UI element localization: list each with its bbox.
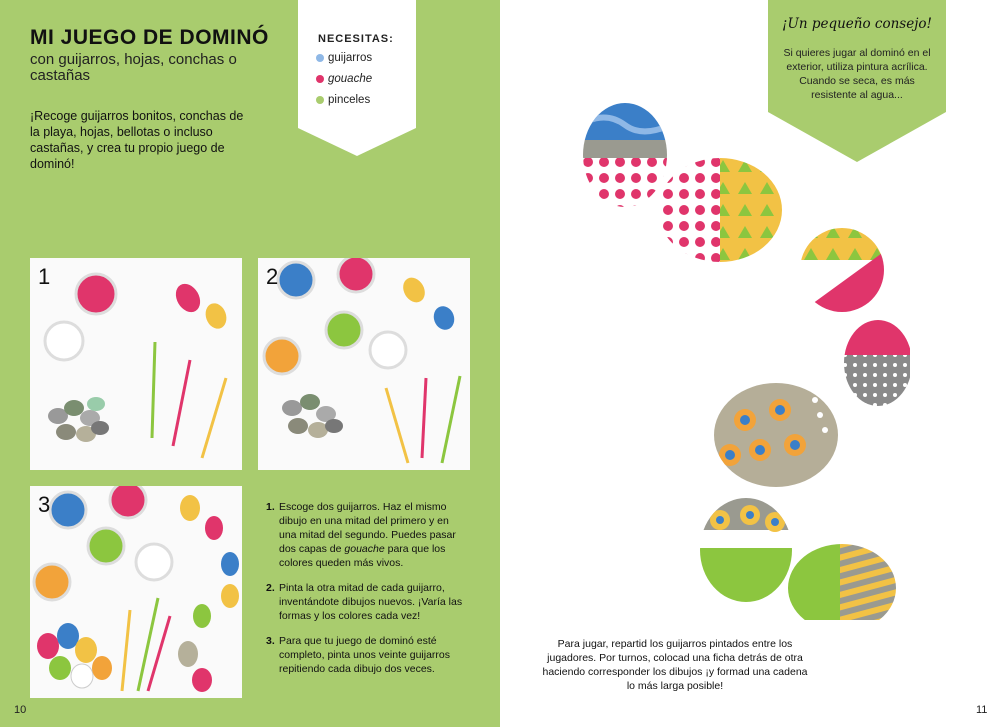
needs-title: NECESITAS: [318, 33, 394, 45]
step-text [279, 500, 466, 570]
blue-dot-icon [316, 54, 324, 62]
step-photo-2 [258, 258, 470, 470]
page-subtitle: con guijarros, hojas, conchas o castañas [30, 51, 237, 84]
steps-list [266, 500, 466, 687]
step-photo-2-illustration [258, 258, 470, 470]
step-text-emphasis: gouache [344, 543, 385, 555]
step-text-part: para que los colores queden más vivos. [279, 543, 446, 569]
domino-pebbles-illustration [580, 90, 910, 620]
needs-box [298, 0, 416, 156]
step-item [266, 634, 466, 676]
step-photo-number: 2 [266, 264, 279, 289]
play-instructions: Para jugar, repartid los guijarros pintados entre los jugadores. Por turnos, colocad una ficha detrás de otra haciendo corresponder los dibujos ¡y formad una cadena lo más larga posible! [542, 638, 808, 692]
step-photo-3 [30, 486, 242, 698]
needs-item-label: guijarros [328, 52, 373, 64]
right-page [500, 0, 1000, 727]
needs-item-pebbles [316, 52, 372, 64]
step-photo-3-illustration [30, 486, 242, 698]
step-item [266, 581, 466, 623]
step-number: 3. [266, 635, 275, 647]
tip-title: ¡Un pequeño consejo! [782, 16, 932, 32]
needs-item-gouache [316, 73, 372, 85]
step-photo-number: 3 [38, 492, 51, 517]
step-photo-1-illustration [30, 258, 242, 470]
step-photo-1 [30, 258, 242, 470]
green-dot-icon [316, 96, 324, 104]
needs-item-label: gouache [328, 73, 373, 85]
needs-item-brushes [316, 94, 370, 106]
step-number: 2. [266, 582, 275, 594]
pink-dot-icon [316, 75, 324, 83]
step-number: 1. [266, 501, 275, 513]
needs-item-label: pinceles [328, 94, 371, 106]
page-number-right: 11 [976, 704, 988, 716]
step-photo-number: 1 [38, 264, 51, 289]
step-item [266, 500, 466, 570]
page-title: MI JUEGO DE DOMINÓ [30, 26, 269, 49]
page-number-left: 10 [14, 704, 27, 716]
step-text: Para que tu juego de dominó esté completo, pinta unos veinte guijarros repitiendo cada dibujo dos veces. [279, 635, 451, 675]
step-text-part: Escoge dos guijarros. Haz el mismo dibujo en una mitad del primero y en una mitad del segundo. Puedes pasar dos capas de [279, 501, 456, 555]
step-text: Pinta la otra mitad de cada guijarro, inventándote dibujos nuevos. ¡Varía las formas y los colores cada vez! [279, 582, 463, 622]
intro-text: ¡Recoge guijarros bonitos, conchas de la playa, hojas, bellotas o incluso castañas, y crea tu propio juego de dominó! [30, 109, 244, 171]
tip-text: Si quieres jugar al dominó en el exterior, utiliza pintura acrílica. Cuando se seca, es más resistente al agua... [783, 47, 931, 101]
